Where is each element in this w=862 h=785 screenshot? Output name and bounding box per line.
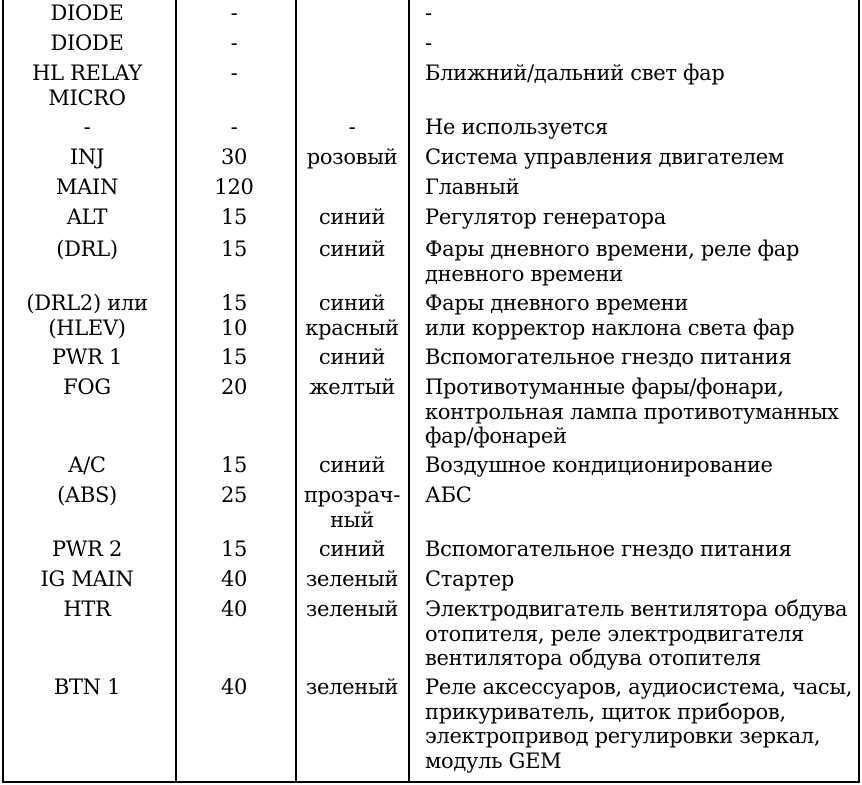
fuse-purpose: Регулятор генератора (425, 205, 666, 229)
fuse-purpose: прикуриватель, щиток приборов, (425, 699, 786, 724)
fuse-purpose: Стартер (425, 567, 515, 591)
fuse-purpose: электропривод регулировки зеркал, (425, 724, 821, 748)
fuse-name: FOG (63, 375, 111, 399)
fuse-amperage: - (230, 31, 238, 55)
fuse-color: зеленый (305, 675, 399, 699)
fuse-name: DIODE (50, 31, 124, 55)
fuse-amperage: 15 (220, 291, 248, 315)
fuse-color: синий (318, 205, 386, 229)
fuse-name: (DRL2) или (26, 291, 148, 315)
fuse-amperage: - (230, 1, 238, 25)
fuse-amperage: 15 (220, 237, 248, 261)
column-divider (408, 0, 410, 781)
fuse-color: прозрач- (303, 483, 401, 507)
fuse-purpose: Реле аксессуаров, аудиосистема, часы, (425, 675, 853, 699)
fuse-name: A/C (68, 453, 106, 477)
fuse-color: синий (318, 453, 386, 477)
fuse-name: - (83, 115, 91, 139)
fuse-name: ALT (66, 205, 108, 229)
fuse-color: синий (318, 345, 386, 369)
fuse-purpose: дневного времени (425, 261, 623, 286)
fuse-name: DIODE (50, 1, 124, 25)
fuse-amperage: 25 (220, 483, 248, 507)
fuse-amperage: 15 (220, 453, 248, 477)
fuse-purpose: АБС (425, 483, 472, 507)
fuse-color: зеленый (305, 597, 399, 621)
fuse-name: (DRL) (56, 237, 118, 261)
fuse-color: желтый (309, 375, 395, 399)
fuse-purpose: Электродвигатель вентилятора обдува (425, 597, 848, 621)
fuse-color: синий (318, 537, 386, 561)
fuse-color: ный (330, 507, 374, 532)
fuse-amperage: 15 (220, 345, 248, 369)
fuse-amperage: - (230, 115, 238, 139)
fuse-purpose: отопителя, реле электродвигателя (425, 621, 804, 646)
fuse-purpose: Система управления двигателем (425, 145, 784, 169)
fuse-purpose: Главный (425, 175, 520, 199)
fuse-name: HTR (63, 597, 111, 621)
fuse-color: розовый (306, 145, 398, 169)
fuse-amperage: 30 (220, 145, 248, 169)
fuse-purpose: Ближний/дальний свет фар (425, 61, 725, 85)
fuse-amperage: 15 (220, 205, 248, 229)
fuse-color: зеленый (305, 567, 399, 591)
fuse-name: HL RELAY (32, 61, 142, 85)
fuse-name: MICRO (48, 85, 126, 110)
fuse-name: (HLEV) (48, 315, 126, 340)
fuse-name: (ABS) (57, 483, 117, 507)
fuse-purpose: Не используется (425, 115, 608, 139)
fuse-amperage: 120 (214, 175, 254, 199)
fuse-color: синий (318, 237, 386, 261)
fuse-purpose: Воздушное кондиционирование (425, 453, 773, 477)
fuse-purpose: контрольная лампа противотуманных (425, 399, 839, 424)
fuse-name: INJ (69, 145, 105, 169)
fuse-name: MAIN (55, 175, 119, 199)
fuse-purpose: Фары дневного времени, реле фар (425, 237, 800, 261)
fuse-name: PWR 2 (51, 537, 123, 561)
fuse-amperage: 40 (220, 675, 248, 699)
fuse-amperage: - (230, 61, 238, 85)
fuse-purpose: Фары дневного времени (425, 291, 689, 315)
fuse-name: BTN 1 (53, 675, 121, 699)
fuse-purpose: - (425, 1, 432, 25)
fuse-amperage: 40 (220, 597, 248, 621)
fuse-purpose: Противотуманные фары/фонари, (425, 375, 784, 399)
fuse-purpose: Вспомогательное гнездо питания (425, 537, 792, 561)
fuse-color: - (348, 115, 356, 139)
fuse-amperage: 20 (220, 375, 248, 399)
fuse-purpose: - (425, 31, 432, 55)
fuse-purpose: Вспомогательное гнездо питания (425, 345, 792, 369)
fuse-color: синий (318, 291, 386, 315)
fuse-amperage: 40 (220, 567, 248, 591)
fuse-purpose: модуль GEM (425, 748, 562, 773)
fuse-name: IG MAIN (40, 567, 134, 591)
fuse-purpose: фар/фонарей (425, 424, 567, 448)
fuse-name: PWR 1 (51, 345, 123, 369)
fuse-amperage: 10 (220, 315, 248, 340)
fuse-color: красный (305, 315, 399, 340)
fuse-amperage: 15 (220, 537, 248, 561)
fuse-purpose: вентилятора обдува отопителя (425, 646, 762, 670)
fuse-purpose: или корректор наклона света фар (425, 315, 795, 340)
